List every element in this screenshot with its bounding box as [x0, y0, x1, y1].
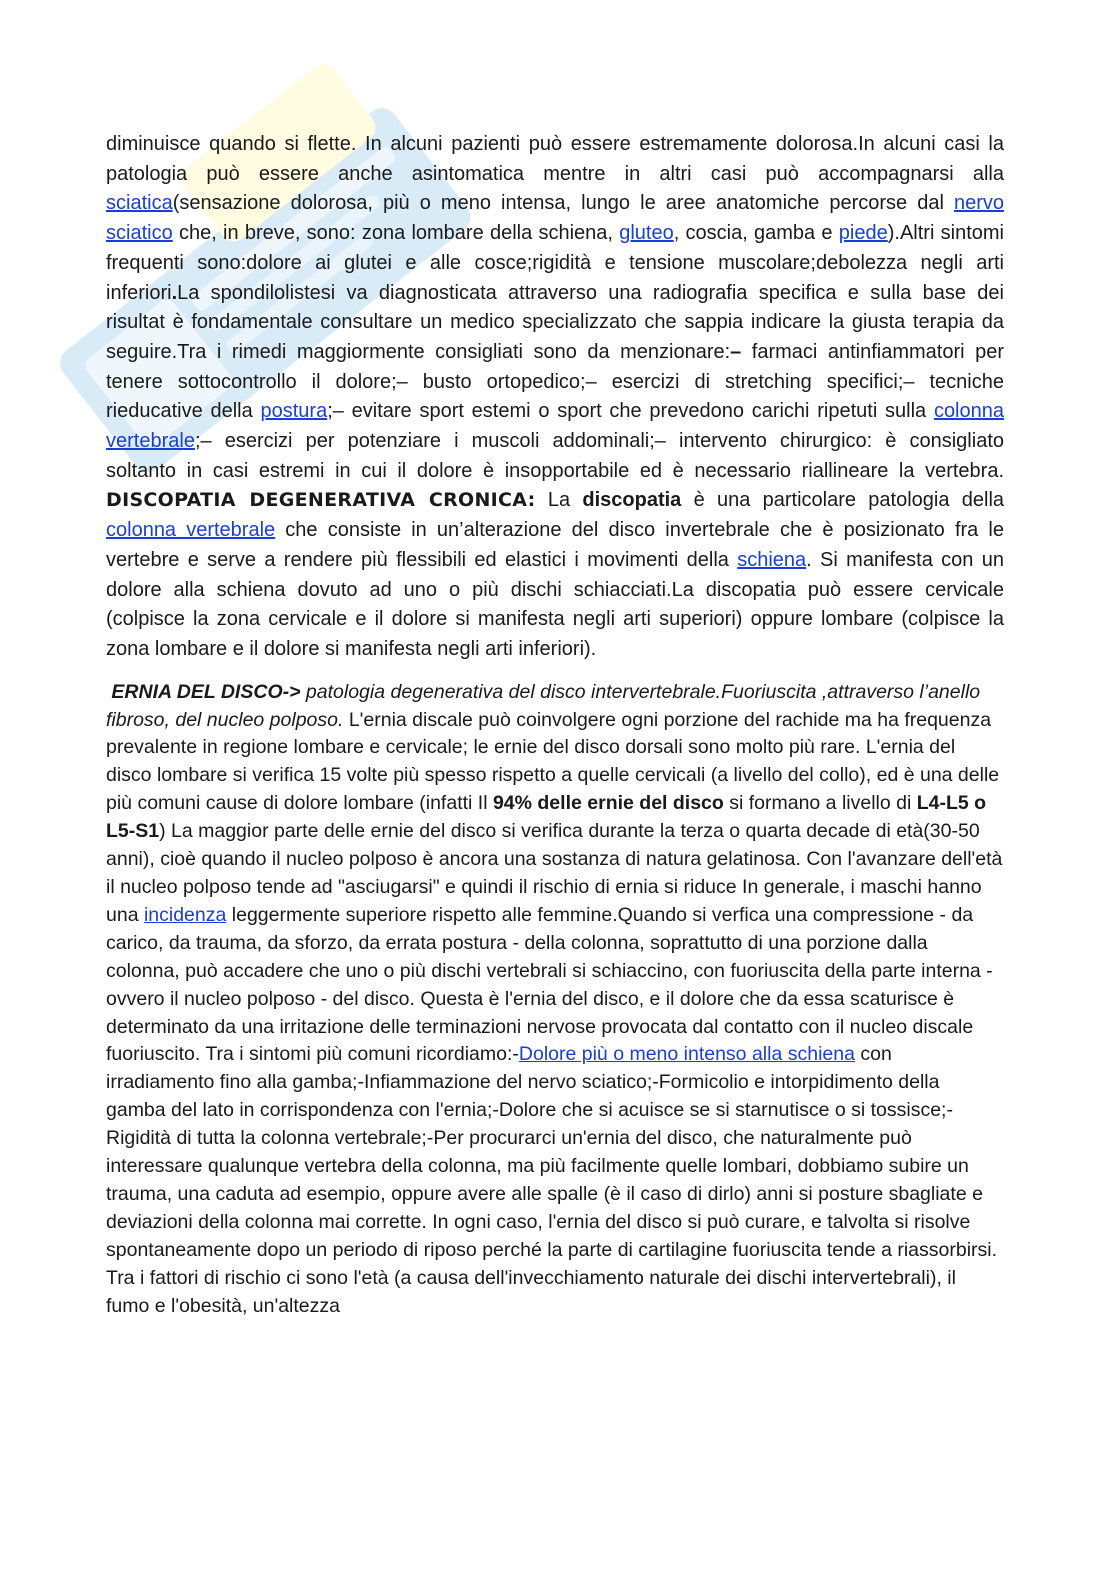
link-postura[interactable]: postura: [260, 400, 328, 423]
link-nervo-sciatico[interactable]: nervo sciatico: [106, 192, 1004, 245]
paragraph-ernia-del-disco: ERNIA DEL DISCO-> patologia degenerativa del disco intervertebrale.Fuoriuscita ,attraverso l’anello fibroso, del nucleo polposo. L'ernia discale può coinvolgere ogni porzione del rachide ma ha frequenza prevalente in regione lombare e cervicale; le ernie del disco dorsali sono molto più rare. L'ernia del disco lombare si verifica 15 volte più spesso rispetto a quelle cervicali (a livello del collo), ed è una delle più comuni cause di dolore lombare (infatti Il 94% delle ernie del disco si formano a livello di L4-L5 o L5-S1) La maggior parte delle ernie del disco si verifica durante la terza o quarta decade di età(30-50 anni), cioè quando il nucleo polposo è ancora una sostanza di natura gelatinosa. Con l'avanzare dell'età il nucleo polposo tende ad "asciugarsi" e quindi il rischio di ernia si riduce In generale, i maschi hanno una incidenza leggermente superiore rispetto alle femmine.Quando si verfica una compressione - da carico, da trauma, da sforzo, da errata postura - della colonna, soprattutto di una porzione dalla colonna, può accadere che uno o più dischi vertebrali si schiaccino, con fuoriuscita della parte interna - ovvero il nucleo polposo - del disco. Questa è l'ernia del disco, e il dolore che da essa scaturisce è determinato da una irritazione delle terminazioni nervose provocata dal contatto con il nucleo discale fuoriuscito. Tra i sintomi più comuni ricordiamo:-Dolore più o meno intenso alla schiena con irradiamento fino alla gamba;-Infiammazione del nervo sciatico;-Formicolio e intorpidimento della gamba del lato in corrispondenza con l'ernia;-Dolore che si acuisce se si starnutisce o si tossisce;-Rigidità di tutta la colonna vertebrale;-Per procurarci un'ernia del disco, che naturalmente può interessare qualunque vertebra della colonna, ma più facilmente quelle lombari, dobbiamo subire un trauma, una caduta ad esempio, oppure avere alle spalle (è il caso di dirlo) anni si posture sbagliate e deviazioni della colonna mai corrette. In ogni caso, l'ernia del disco si può curare, e talvolta si risolve spontaneamente dopo un periodo di riposo perché la parte di cartilagine fuoriuscita tende a riassorbirsi. Tra i fattori di rischio ci sono l'età (a causa dell'invecchiamento naturale dei dischi intervertebrali), il fumo e l'obesità, un'altezza: [106, 680, 1003, 1317]
link-sciatica[interactable]: sciatica: [106, 192, 173, 215]
link-schiena[interactable]: schiena: [737, 548, 807, 571]
link-piede[interactable]: piede: [838, 222, 888, 245]
link-incidenza[interactable]: incidenza: [143, 903, 227, 926]
paragraph-spondilolistesi-discopatia: diminuisce quando si flette. In alcuni pazienti può essere estremamente dolorosa.In alcuni casi la patologia può essere anche asintomatica mentre in altri casi può accompagnarsi alla sciatica(sensazione dolorosa, più o meno intensa, lungo le aree anatomiche percorse dal nervo sciatico che, in breve, sono: zona lombare della schiena, gluteo, coscia, gamba e piede).Altri sintomi frequenti sono:dolore ai glutei e alle cosce;rigidità e tensione muscolare;debolezza negli arti inferiori.La spondilolistesi va diagnosticata attraverso una radiografia specifica e sulla base dei risultat è fondamentale consultare un medico specializzato che sappia indicare la giusta terapia da seguire.Tra i rimedi maggiormente consigliati sono da menzionare:– farmaci antinfiammatori per tenere sottocontrollo il dolore;– busto ortopedico;– esercizi di stretching specifici;– tecniche rieducative della postura;– evitare sport estemi o sport che prevedono carichi ripetuti sulla colonna vertebrale;– esercizi per potenziare i muscoli addominali;– intervento chirurgico: è consigliato soltanto in casi estremi in cui il dolore è insopportabile ed è necessario riallineare la vertebra. DISCOPATIA DEGENERATIVA CRONICA: La discopatia è una particolare patologia della colonna vertebrale che consiste in un’alterazione del disco invertebrale che è posizionato fra le vertebre e serve a rendere più flessibili ed elastici i movimenti della schiena. Si manifesta con un dolore alla schiena dovuto ad uno o più dischi schiacciati.La discopatia può essere cervicale (colpisce la zona cervicale e il dolore si manifesta negli arti superiori) oppure lombare (colpisce la zona lombare e il dolore si manifesta negli arti inferiori).: [106, 133, 1005, 660]
link-dolore-schiena[interactable]: Dolore più o meno intenso alla schiena: [518, 1043, 855, 1066]
page-content: [106, 130, 1004, 1321]
link-colonna-vertebrale-1[interactable]: colonna vertebrale: [106, 400, 1004, 453]
link-gluteo[interactable]: gluteo: [619, 222, 674, 245]
link-colonna-vertebrale-2[interactable]: colonna vertebrale: [106, 519, 276, 542]
heading-ernia-del-disco: ERNIA DEL DISCO->: [111, 680, 301, 703]
heading-discopatia: DISCOPATIA DEGENERATIVA CRONICA:: [106, 489, 536, 512]
